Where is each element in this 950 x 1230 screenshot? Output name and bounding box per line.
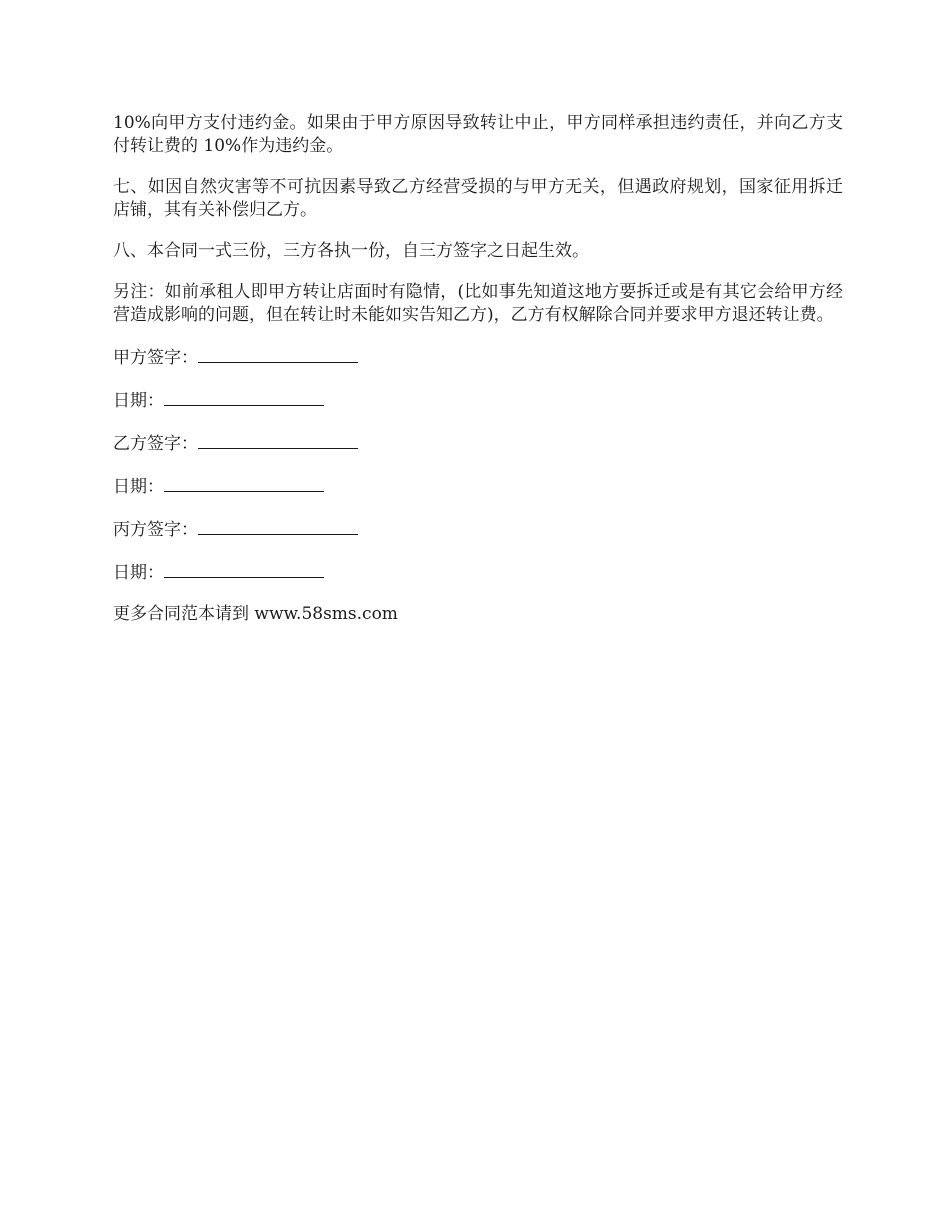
signature-party-a	[113, 345, 843, 370]
date-party-b	[113, 474, 843, 499]
date-party-a	[113, 388, 843, 413]
signature-label: 丙方签字：	[113, 520, 198, 540]
signature-blank	[198, 345, 358, 363]
signature-party-b	[113, 431, 843, 456]
date-blank	[164, 388, 324, 406]
date-blank	[164, 560, 324, 578]
paragraph-penalty: 10%向甲方支付违约金。如果由于甲方原因导致转让中止，甲方同样承担违约责任，并向乙方支付转让费的 10%作为违约金。	[113, 113, 843, 156]
date-label: 日期：	[113, 391, 164, 411]
signature-label: 甲方签字：	[113, 348, 198, 368]
paragraph-note: 另注：如前承租人即甲方转让店面时有隐情，(比如事先知道这地方要拆迁或是有其它会给甲方经营造成影响的问题，但在转让时未能如实告知乙方)，乙方有权解除合同并要求甲方退还转让费。	[113, 282, 843, 325]
signature-label: 乙方签字：	[113, 434, 198, 454]
paragraph-clause-eight: 八、本合同一式三份，三方各执一份，自三方签字之日起生效。	[113, 241, 589, 261]
date-label: 日期：	[113, 477, 164, 497]
signature-blank	[198, 517, 358, 535]
signature-party-c	[113, 517, 843, 542]
signature-blank	[198, 431, 358, 449]
footer-link-text: 更多合同范本请到 www.58sms.com	[113, 604, 398, 624]
date-party-c	[113, 560, 843, 585]
date-label: 日期：	[113, 563, 164, 583]
paragraph-clause-seven: 七、如因自然灾害等不可抗因素导致乙方经营受损的与甲方无关，但遇政府规划，国家征用拆迁店铺，其有关补偿归乙方。	[113, 177, 843, 220]
document-page	[113, 112, 843, 626]
date-blank	[164, 474, 324, 492]
